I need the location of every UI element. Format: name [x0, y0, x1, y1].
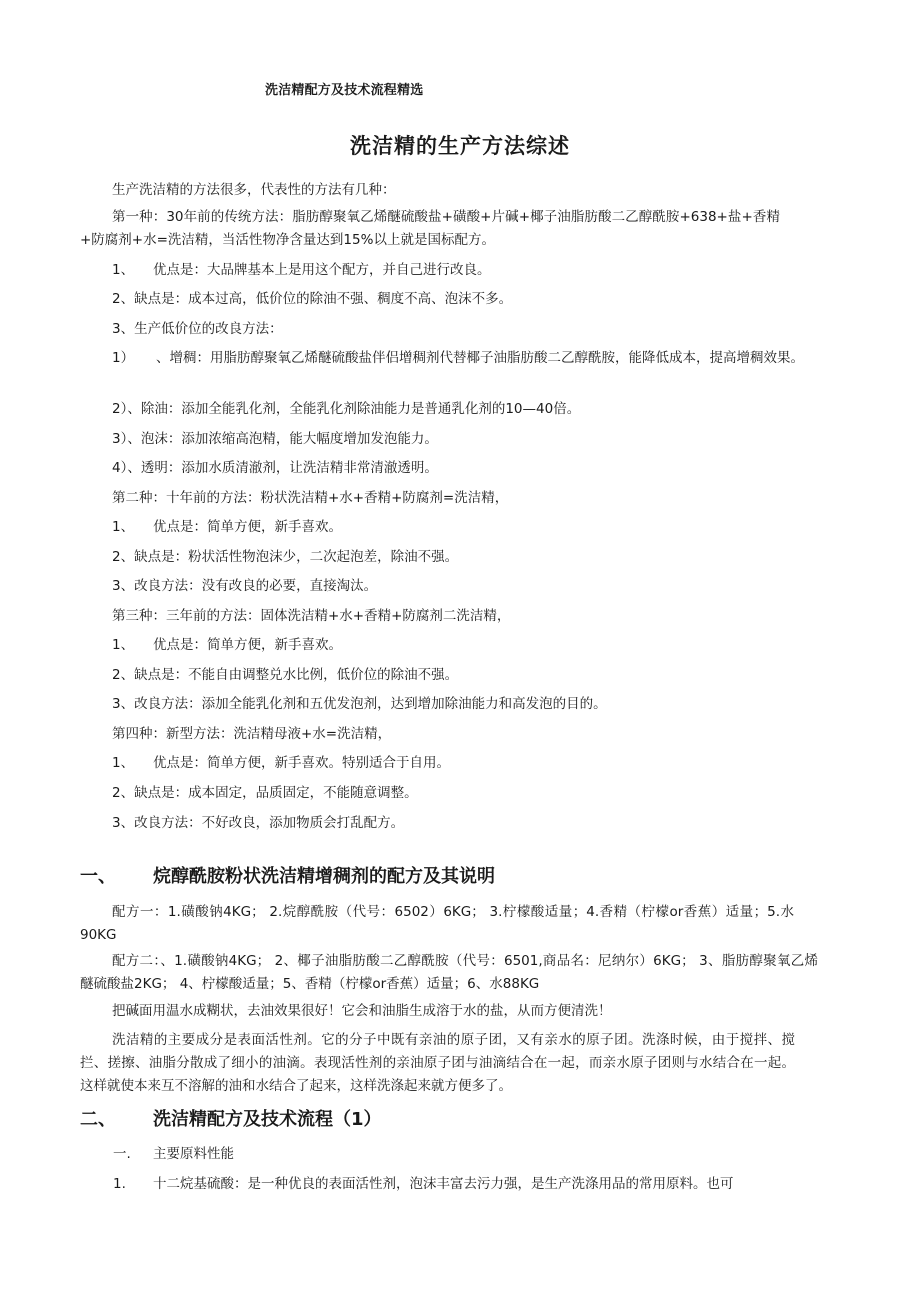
- method-1-con: 2、缺点是：成本过高，低价位的除油不强、稠度不高、泡沫不多。: [112, 291, 513, 307]
- method-3-improve: 3、改良方法：添加全能乳化剂和五优发泡剂，达到增加除油能力和高发泡的目的。: [112, 696, 607, 712]
- method-3-con: 2、缺点是：不能自由调整兑水比例，低价位的除油不强。: [112, 667, 459, 683]
- list-marker: 1.: [113, 1176, 126, 1192]
- list-marker: 1、: [112, 519, 135, 535]
- method-2-pro: 1、 优点是：简单方便，新手喜欢。: [112, 516, 342, 538]
- surfactant-explanation: 洗洁精的主要成分是表面活性剂。它的分子中既有亲油的原子团，又有亲水的原子团。洗涤时候，由于搅拌、搅拦、搓擦、油脂分散成了细小的油滴。表现活性剂的亲油原子团与油滴结合在一起，而亲水原子团则与水结合在一起。这样就使本来互不溶解的油和水结合了起来，这样洗涤起来就方便多了。: [80, 1032, 795, 1094]
- method-4-paragraph: 第四种：新型方法：洗洁精母液+水=洗洁精，: [112, 726, 392, 742]
- document-header: 洗洁精配方及技术流程精选: [265, 83, 424, 98]
- list-marker: 1、: [112, 637, 135, 653]
- method-4-improve: 3、改良方法：不好改良，添加物质会打乱配方。: [112, 815, 405, 831]
- method-3-paragraph: 第三种：三年前的方法：固体洗洁精+水+香精+防腐剂二洗洁精，: [112, 608, 511, 624]
- list-marker: 1）: [112, 350, 135, 366]
- section-number: 二、: [80, 1109, 116, 1130]
- section-2-heading: 二、 洗洁精配方及技术流程（1）: [80, 1105, 382, 1131]
- method-1-pro: 1、 优点是：大品牌基本上是用这个配方，并自己进行改良。: [112, 259, 491, 281]
- method-2-improve: 3、改良方法：没有改良的必要，直接淘汰。: [112, 578, 378, 594]
- cleaning-tip: 把碱面用温水成糊状，去油效果很好！它会和油脂生成溶于水的盐，从而方便清洗！: [112, 1003, 612, 1019]
- subsection-heading: 一. 主要原料性能: [113, 1143, 234, 1165]
- method-4-con: 2、缺点是：成本固定，品质固定，不能随意调整。: [112, 785, 418, 801]
- method-1-paragraph: 第一种：30年前的传统方法：脂肪醇聚氧乙烯醚硫酸盐+磺酸+片碱+椰子油脂肪酸二乙醇酰胺+638+盐+香精+防腐剂+水=洗洁精，当活性物净含量达到15%以上就是国标配方。: [80, 209, 780, 248]
- improve-thicken: 1） 、增稠：用脂肪醇聚氧乙烯醚硫酸盐伴侣增稠剂代替椰子油脂肪酸二乙醇酰胺，能降低成本，提高增稠效果。: [80, 347, 820, 370]
- section-number: 一、: [80, 866, 116, 887]
- page-title: 洗洁精的生产方法综述: [350, 134, 570, 158]
- method-3-pro: 1、 优点是：简单方便，新手喜欢。: [112, 634, 342, 656]
- recipe-2: 配方二：、1.磺酸钠4KG； 2、椰子油脂肪酸二乙醇酰胺（代号：6501,商品名：尼纳尔）6KG； 3、脂肪醇聚氧乙烯醚硫酸盐2KG； 4、柠檬酸适量；5、香精（柠檬or香蕉）适量；6、水88KG: [80, 953, 818, 992]
- recipe-1: 配方一：1.磺酸钠4KG； 2.烷醇酰胺（代号：6502）6KG； 3.柠檬酸适量；4.香精（柠檬or香蕉）适量；5.水 90KG: [80, 904, 794, 943]
- method-4-pro: 1、 优点是：简单方便，新手喜欢。特别适合于自用。: [112, 752, 450, 774]
- improve-foam: 3）、泡沫：添加浓缩高泡精，能大幅度增加发泡能力。: [112, 431, 438, 447]
- method-2-con: 2、缺点是：粉状活性物泡沫少，二次起泡差，除油不强。: [112, 549, 459, 565]
- list-marker: 1、: [112, 755, 135, 771]
- method-2-paragraph: 第二种：十年前的方法：粉状洗洁精+水+香精+防腐剂=洗洁精，: [112, 490, 509, 506]
- improve-clarity: 4）、透明：添加水质清澈剂，让洗洁精非常清澈透明。: [112, 460, 438, 476]
- improve-degrease: 2）、除油：添加全能乳化剂，全能乳化剂除油能力是普通乳化剂的10—40倍。: [112, 401, 581, 417]
- section-1-heading: 一、 烷醇酰胺粉状洗洁精增稠剂的配方及其说明: [80, 862, 495, 888]
- list-marker: 一.: [113, 1146, 131, 1162]
- raw-material-item: 1. 十二烷基硫酸：是一种优良的表面活性剂，泡沫丰富去污力强，是生产洗涤用品的常用原料。也可: [113, 1173, 734, 1195]
- list-marker: 1、: [112, 262, 135, 278]
- intro-paragraph: 生产洗洁精的方法很多，代表性的方法有几种：: [112, 182, 396, 198]
- method-1-improve: 3、生产低价位的改良方法：: [112, 321, 283, 337]
